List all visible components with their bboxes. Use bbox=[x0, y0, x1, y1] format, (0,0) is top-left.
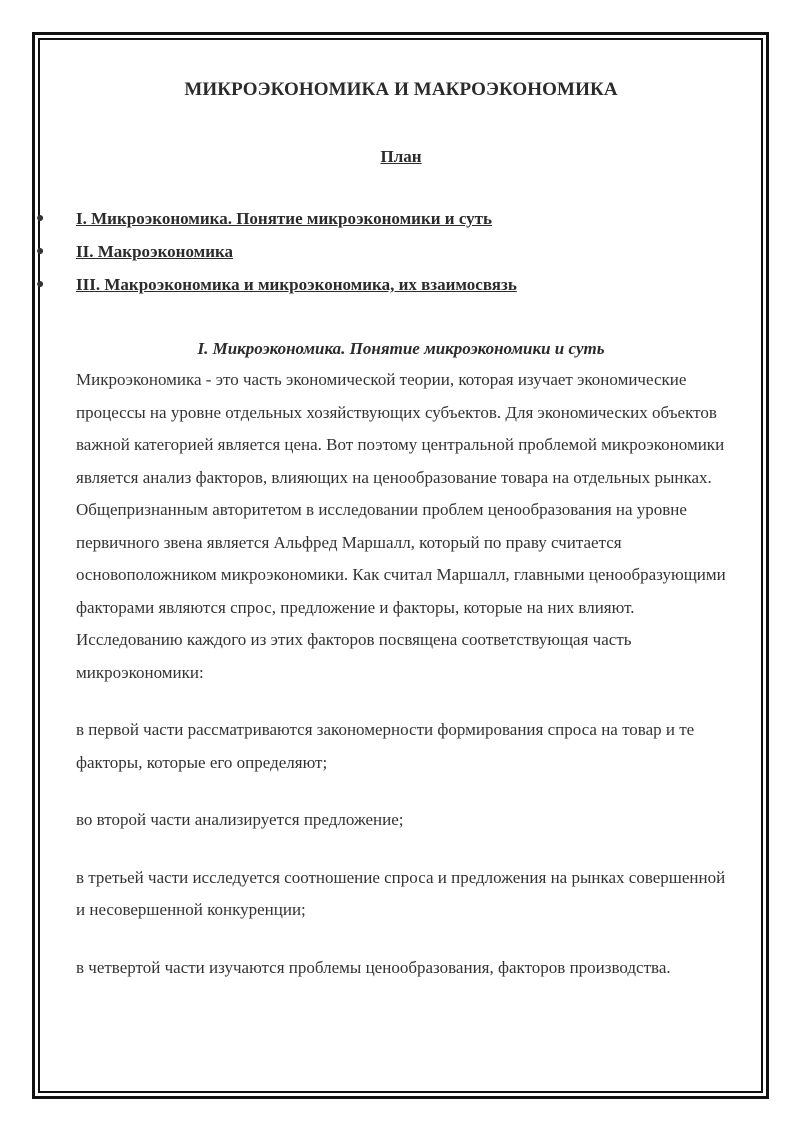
toc-link-section-2[interactable]: II. Макроэкономика bbox=[76, 242, 234, 261]
bullet-icon: ● bbox=[36, 211, 45, 226]
paragraph: Микроэкономика - это часть экономической теории, которая изучает экономические процессы на уровне отдельных хозяйствующих субъектов. Для экономических объектов важной категорией является цена. Вот поэтому центральной проблемой микроэкономики является анализ факторов, влияющих на ценообразование товара на отдельных рынках. bbox=[76, 370, 725, 487]
table-of-contents bbox=[36, 208, 726, 296]
plan-heading: План bbox=[380, 147, 422, 166]
document-title: МИКРОЭКОНОМИКА И МАКРОЭКОНОМИКА bbox=[184, 79, 618, 100]
paragraph-part-4: в четвертой части изучаются проблемы ценообразования, факторов производства. bbox=[76, 957, 671, 977]
toc-item bbox=[36, 208, 726, 230]
paragraph-part-1: в первой части рассматриваются закономерности формирования спроса на товар и те факторы, которые его определяют; bbox=[76, 720, 695, 772]
toc-link-section-3[interactable]: III. Макроэкономика и микроэкономика, их взаимосвязь bbox=[76, 275, 517, 294]
paragraph-part-2: во второй части анализируется предложение; bbox=[76, 810, 404, 829]
paragraph: Общепризнанным авторитетом в исследовании проблем ценообразования на уровне первичного звена является Альфред Маршалл, который по праву считается основоположником микроэкономики. Как считал Маршалл, главными ценообразующими факторами являются спрос, предложение и факторы, которые на них влияют. Исследованию каждого из этих факторов посвящена соответствующая часть микроэкономики: bbox=[76, 500, 726, 682]
paragraph-part-3: в третьей части исследуется соотношение спроса и предложения на рынках совершенной и несовершенной конкуренции; bbox=[76, 867, 726, 919]
toc-item bbox=[36, 241, 726, 263]
section-heading: I. Микроэкономика. Понятие микроэкономики и суть bbox=[197, 339, 605, 358]
document-body bbox=[36, 70, 726, 984]
bullet-icon: ● bbox=[36, 244, 45, 259]
bullet-icon: ● bbox=[36, 277, 45, 292]
toc-link-section-1[interactable]: I. Микроэкономика. Понятие микроэкономики и суть bbox=[76, 209, 493, 228]
toc-item bbox=[36, 274, 726, 296]
